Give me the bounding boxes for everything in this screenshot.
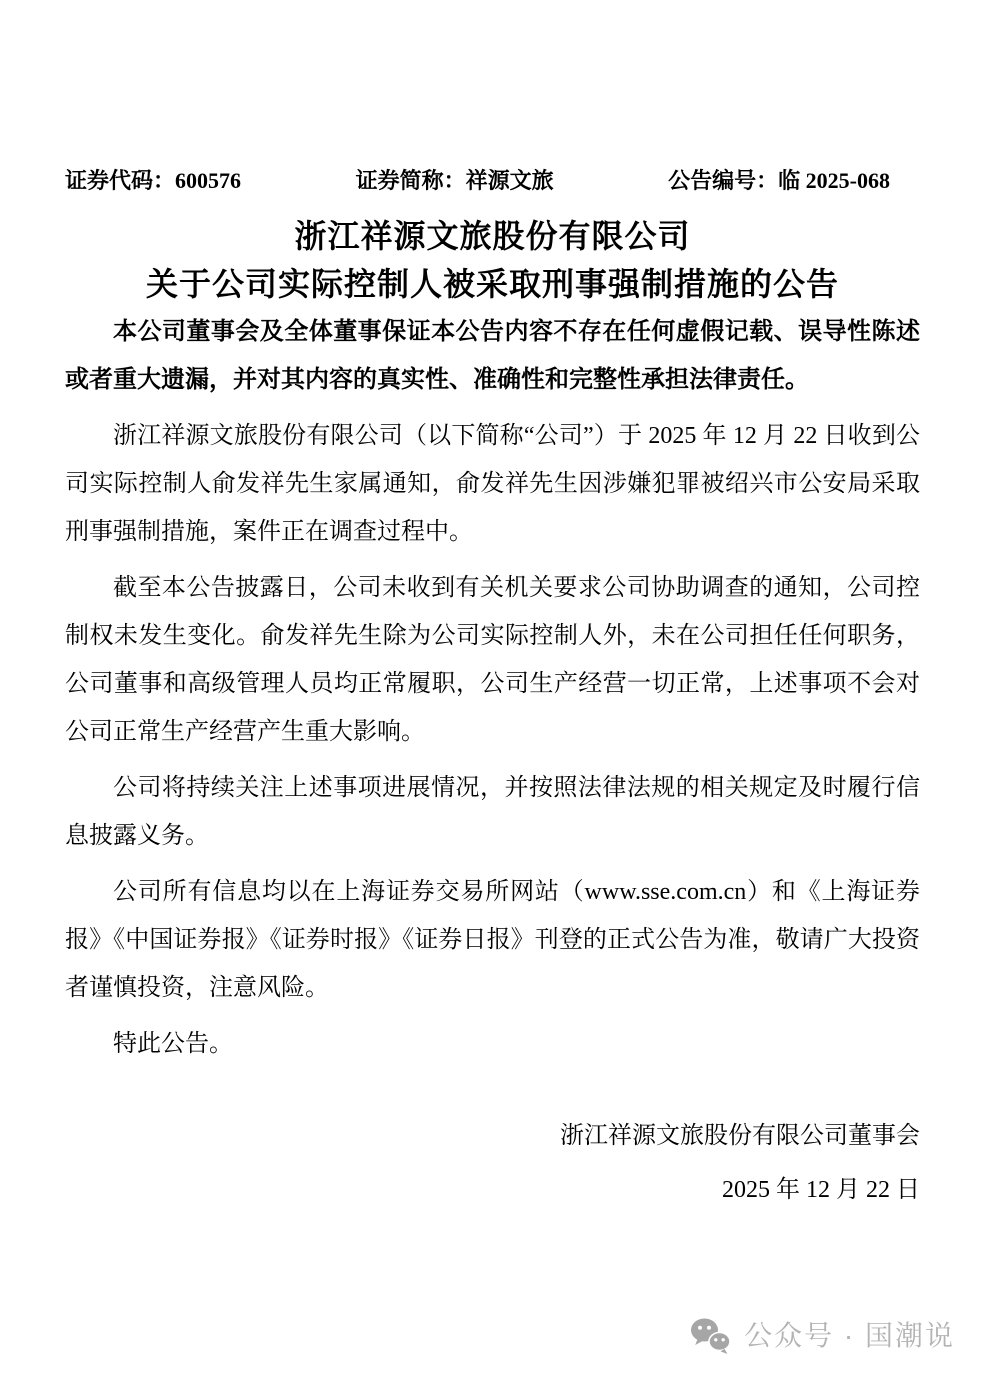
watermark	[690, 1318, 955, 1354]
announcement-body	[65, 308, 920, 1068]
announcement-document	[65, 168, 920, 1214]
document-header	[65, 168, 920, 194]
paragraph-impact: 截至本公告披露日，公司未收到有关机关要求公司协助调查的通知，公司控制权未发生变化。俞发祥先生除为公司实际控制人外，未在公司担任任何职务，公司董事和高级管理人员均正常履职，公司生产经营一切正常，上述事项不会对公司正常生产经营产生重大影响。	[65, 575, 920, 745]
paragraph-disclosure: 公司将持续关注上述事项进展情况，并按照法律法规的相关规定及时履行信息披露义务。	[65, 775, 920, 849]
stock-code: 证券代码：600576	[65, 168, 242, 193]
announcement-title: 关于公司实际控制人被采取刑事强制措施的公告	[145, 266, 839, 302]
watermark-text: 公众号 · 国潮说	[744, 1320, 955, 1351]
wechat-icon	[690, 1318, 732, 1354]
announcement-number: 公告编号：临 2025-068	[668, 168, 890, 193]
paragraph-notice: 浙江祥源文旅股份有限公司（以下简称“公司”）于 2025 年 12 月 22 日收到公司实际控制人俞发祥先生家属通知，俞发祥先生因涉嫌犯罪被绍兴市公安局采取刑事强制措施，案件正在调查过程中。	[65, 423, 920, 545]
company-title: 浙江祥源文旅股份有限公司	[294, 218, 691, 254]
stock-name: 证券简称：祥源文旅	[355, 168, 554, 193]
paragraph-media: 公司所有信息均以在上海证券交易所网站（www.sse.com.cn）和《上海证券报》《中国证券报》《证券时报》《证券日报》刊登的正式公告为准，敬请广大投资者谨慎投资，注意风险。	[65, 879, 920, 1001]
announcement-date: 2025 年 12 月 22 日	[722, 1177, 920, 1203]
paragraph-closing: 特此公告。	[113, 1031, 233, 1057]
board-signature: 浙江祥源文旅股份有限公司董事会	[560, 1123, 920, 1149]
board-disclaimer: 本公司董事会及全体董事保证本公告内容不存在任何虚假记载、误导性陈述或者重大遗漏，并对其内容的真实性、准确性和完整性承担法律责任。	[65, 318, 920, 393]
